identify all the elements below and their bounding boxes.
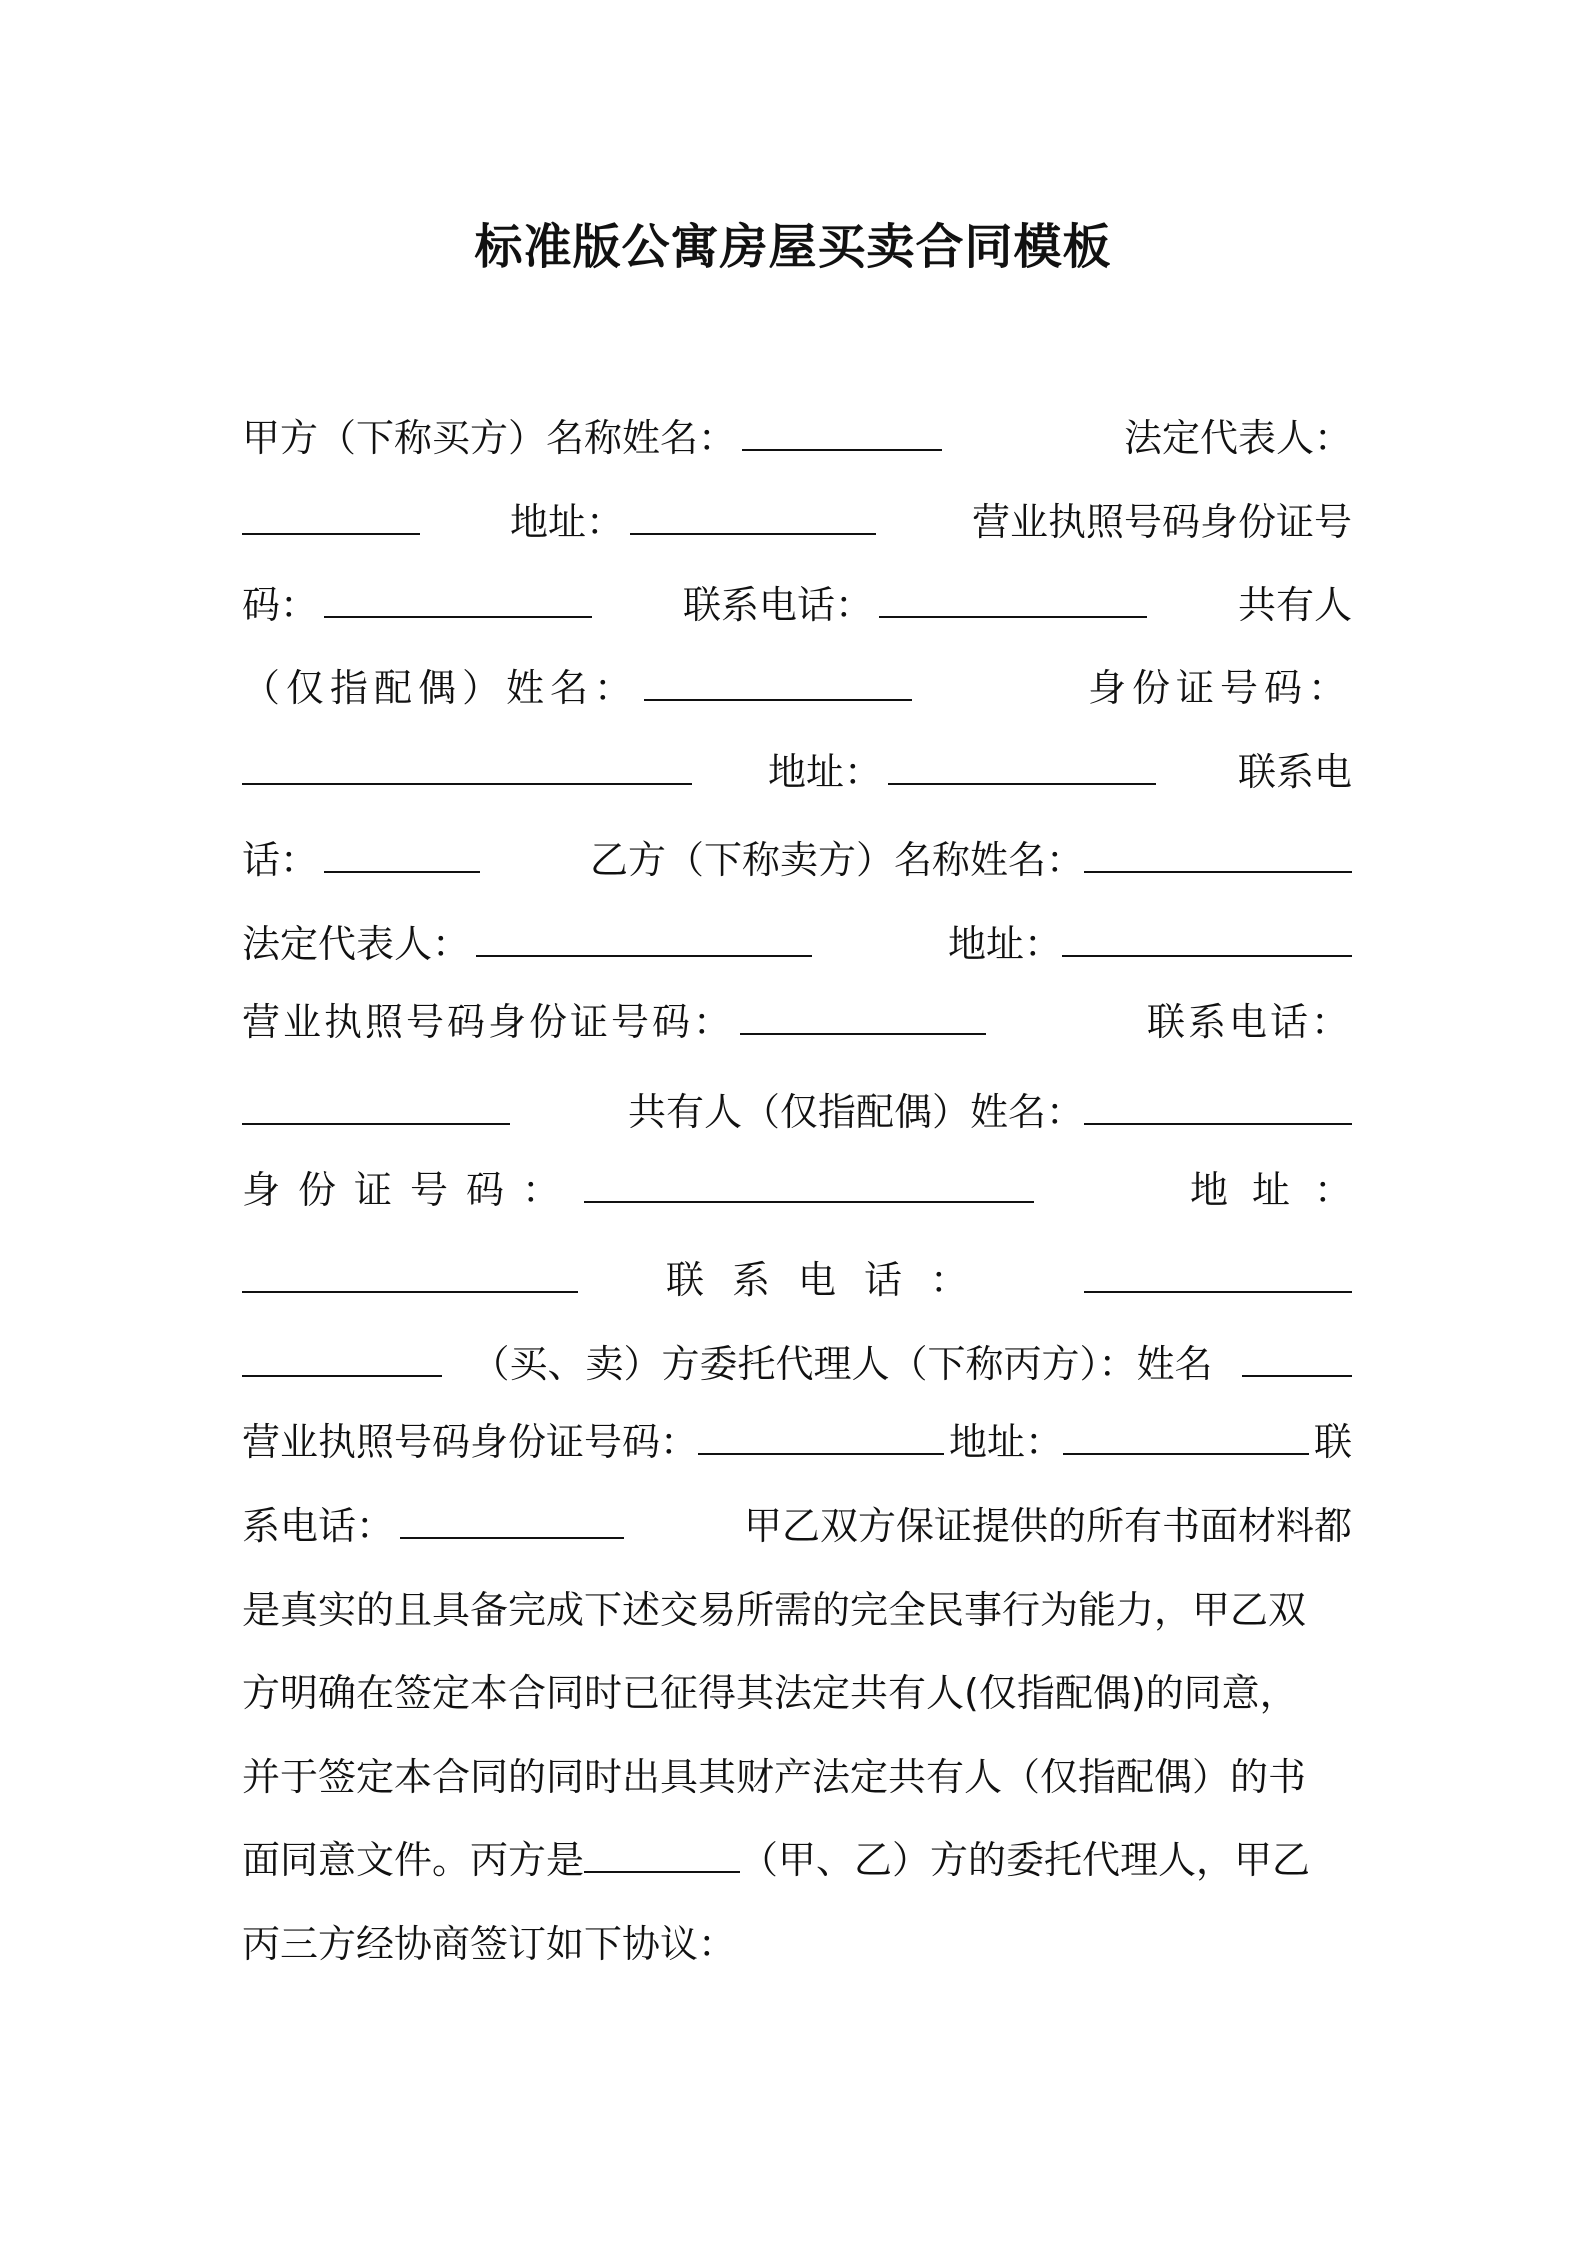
seller-license-id-label: 营业执照号码身份证号码：	[242, 1000, 735, 1044]
seller-name-blank[interactable]	[1084, 835, 1352, 873]
line-10-left	[242, 1160, 1040, 1220]
line-5-mid	[768, 742, 1162, 802]
clause-text-3: 方明确在签定本合同时已征得其法定共有人(仅指配偶)的同意，	[242, 1671, 1298, 1715]
seller-coowner-address-blank[interactable]	[242, 1255, 578, 1293]
clause-text-4: 并于签定本合同的同时出具其财产法定共有人（仅指配偶）的书	[242, 1755, 1307, 1799]
clause-text-5: 面同意文件。丙方是	[242, 1838, 585, 1882]
line-4-left	[242, 658, 918, 718]
buyer-address-label: 地址：	[509, 500, 624, 544]
seller-coowner-phone-blank[interactable]	[1084, 1255, 1352, 1293]
text-line-4	[242, 658, 1352, 718]
seller-coowner-id-label: 身份证号码：	[242, 1168, 579, 1212]
text-line-7	[242, 914, 1352, 974]
clause-text-2: 是真实的且具备完成下述交易所需的完全民事行为能力，甲乙双	[242, 1588, 1307, 1632]
seller-coowner-name-label: 共有人（仅指配偶）姓名：	[627, 1090, 1084, 1134]
seller-coowner-phone-label: 联系电话：	[665, 1258, 996, 1302]
agent-intro-label: （买、卖）方委托代理人（下称丙方）：姓名	[471, 1342, 1213, 1386]
agent-name-blank[interactable]	[1242, 1339, 1352, 1377]
seller-address-blank[interactable]	[1062, 919, 1352, 957]
line-3-left	[242, 575, 598, 635]
seller-license-id-blank[interactable]	[740, 997, 986, 1035]
line-9-right	[628, 1082, 1352, 1142]
text-line-9	[242, 1082, 1352, 1142]
agent-phone-label-cont: 系电话：	[242, 1504, 395, 1548]
seller-coowner-id-blank[interactable]	[584, 1165, 1034, 1203]
text-line-13	[242, 1412, 1352, 1472]
seller-address-label: 地址：	[947, 922, 1062, 966]
text-line-2	[242, 492, 1352, 552]
line-6-right	[590, 830, 1352, 890]
seller-legal-rep-label: 法定代表人：	[242, 922, 471, 966]
agent-principal-blank[interactable]	[584, 1835, 740, 1873]
buyer-address-blank[interactable]	[630, 497, 876, 535]
line-3-mid	[683, 575, 1153, 635]
buyer-license-id-label-cont: 码：	[242, 583, 319, 627]
agent-address-label: 地址：	[948, 1420, 1063, 1464]
buyer-license-id-label: 营业执照号码身份证号	[971, 500, 1352, 544]
clause-text-6: （甲、乙）方的委托代理人，甲乙	[740, 1838, 1311, 1882]
document-title: 标准版公寓房屋买卖合同模板	[474, 219, 1112, 275]
buyer-legal-rep-label: 法定代表人：	[1123, 416, 1352, 460]
buyer-coowner-address-label: 地址：	[767, 750, 882, 794]
buyer-name-label: 甲方（下称买方）名称姓名：	[242, 416, 737, 460]
buyer-name-blank[interactable]	[742, 413, 942, 451]
line-8-left	[242, 992, 992, 1052]
agent-address-blank[interactable]	[1063, 1417, 1309, 1455]
buyer-coowner-address-blank[interactable]	[888, 747, 1156, 785]
text-line-17	[242, 1747, 1352, 1807]
text-line-11	[242, 1250, 1352, 1310]
line-1-left	[242, 408, 948, 468]
text-line-6	[242, 830, 1352, 890]
line-7-right	[948, 914, 1352, 974]
buyer-coowner-phone-label-cont: 话：	[242, 838, 319, 882]
agent-license-id-blank[interactable]	[698, 1417, 944, 1455]
line-13-left	[242, 1412, 944, 1472]
clause-text-1: 甲乙双方保证提供的所有书面材料都	[743, 1504, 1352, 1548]
buyer-coowner-phone-blank[interactable]	[324, 835, 480, 873]
buyer-coowner-name-label: （仅指配偶）姓名：	[242, 666, 639, 710]
text-line-5	[242, 742, 1352, 802]
buyer-legal-rep-blank[interactable]	[242, 497, 420, 535]
line-7-left	[242, 914, 818, 974]
text-line-1	[242, 408, 1352, 468]
buyer-coowner-name-blank[interactable]	[644, 663, 912, 701]
text-line-3	[242, 575, 1352, 635]
text-line-15	[242, 1580, 1352, 1640]
seller-coowner-address-label: 地址：	[1189, 1168, 1376, 1212]
agent-phone-label-start: 联	[1313, 1420, 1352, 1464]
seller-phone-blank[interactable]	[242, 1087, 510, 1125]
text-line-10	[242, 1160, 1376, 1220]
text-line-14	[242, 1496, 1352, 1556]
clause-text-7: 丙三方经协商签订如下协议：	[242, 1922, 737, 1966]
text-line-8	[242, 992, 1352, 1052]
text-line-12	[242, 1334, 1352, 1394]
buyer-coowner-id-label: 身份证号码：	[1087, 666, 1352, 710]
line-6-left	[242, 830, 486, 890]
text-line-19	[242, 1914, 1352, 1974]
buyer-phone-label: 联系电话：	[682, 583, 873, 627]
buyer-license-id-blank[interactable]	[324, 580, 592, 618]
line-14-left	[242, 1496, 630, 1556]
agent-party-blank[interactable]	[242, 1339, 442, 1377]
line-13-mid	[949, 1412, 1309, 1472]
agent-phone-blank[interactable]	[400, 1501, 624, 1539]
buyer-coowner-id-blank[interactable]	[242, 747, 692, 785]
seller-coowner-name-blank[interactable]	[1084, 1087, 1352, 1125]
text-line-18	[242, 1830, 1352, 1890]
seller-name-label: 乙方（下称卖方）名称姓名：	[589, 838, 1084, 882]
line-2-mid	[510, 492, 882, 552]
buyer-phone-blank[interactable]	[879, 580, 1147, 618]
seller-legal-rep-blank[interactable]	[476, 919, 812, 957]
agent-license-id-label: 营业执照号码身份证号码：	[242, 1420, 699, 1464]
buyer-coowner-label: 共有人	[1237, 583, 1352, 627]
buyer-coowner-phone-label: 联系电	[1237, 750, 1352, 794]
seller-phone-label: 联系电话：	[1146, 1000, 1352, 1044]
text-line-16	[242, 1663, 1352, 1723]
